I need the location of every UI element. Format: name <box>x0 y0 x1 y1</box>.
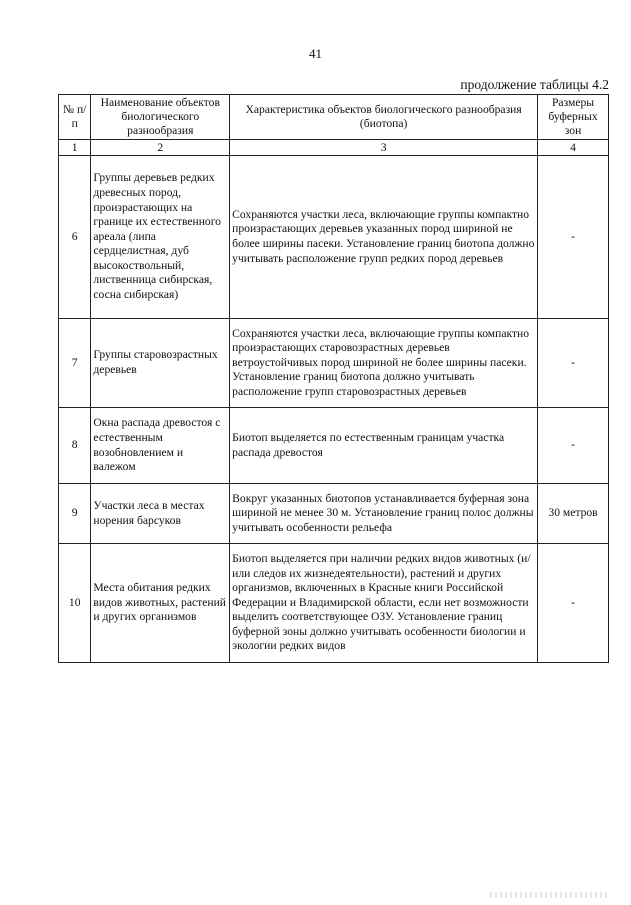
buffer-size: - <box>538 319 609 408</box>
object-characteristic: Биотоп выделяется при наличии редких видов животных (и/или следов их жизнедеятельности), растений и других организмов, включенных в Красные книги Российской Федерации и Владимирской области, если нет возможности выделить соответствующее ОЗУ. Установление границ буферной зоны должно учитывать особенности биологии и экологии редких видов <box>230 544 538 663</box>
table-row <box>59 319 609 408</box>
header-row <box>59 95 609 140</box>
column-number: 4 <box>538 140 609 156</box>
object-characteristic: Вокруг указанных биотопов устанавливается буферная зона шириной не менее 30 м. Установление границ полос должны учитывать особенности рельефа <box>230 484 538 544</box>
buffer-size: - <box>538 408 609 484</box>
table-caption: продолжение таблицы 4.2 <box>460 77 609 92</box>
column-number: 2 <box>91 140 230 156</box>
object-characteristic: Биотоп выделяется по естественным границам участка распада древостоя <box>230 408 538 484</box>
object-name: Группы старовозрастных деревьев <box>91 319 230 408</box>
column-number: 3 <box>230 140 538 156</box>
row-number: 8 <box>59 408 91 484</box>
page-number: 41 <box>309 46 322 61</box>
scan-artifact <box>490 892 610 898</box>
buffer-size: 30 метров <box>538 484 609 544</box>
buffer-size: - <box>538 544 609 663</box>
row-number: 6 <box>59 156 91 319</box>
column-number-row <box>59 140 609 156</box>
row-number: 10 <box>59 544 91 663</box>
table-row <box>59 544 609 663</box>
table-row <box>59 408 609 484</box>
object-characteristic: Сохраняются участки леса, включающие группы компактно произрастающих деревьев указанных пород шириной не более ширины пасеки. Установление границ биотопа должно учитывать расположение групп редких пород деревьев <box>230 156 538 319</box>
object-name: Группы деревьев редких древесных пород, произрастающих на границе их естественного ареала (липа сердцелистная, дуб высокоствольный, лиственница сибирская, сосна сибирская) <box>91 156 230 319</box>
object-name: Участки леса в местах норения барсуков <box>91 484 230 544</box>
object-name: Места обитания редких видов животных, растений и других организмов <box>91 544 230 663</box>
table-row <box>59 156 609 319</box>
header-characteristic: Характеристика объектов биологического разнообразия (биотопа) <box>230 95 538 140</box>
row-number: 9 <box>59 484 91 544</box>
header-num: № п/п <box>59 95 91 140</box>
buffer-size: - <box>538 156 609 319</box>
biodiversity-table <box>58 94 609 663</box>
header-name: Наименование объектов биологического разнообразия <box>91 95 230 140</box>
row-number: 7 <box>59 319 91 408</box>
object-name: Окна распада древостоя с естественным возобновлением и валежом <box>91 408 230 484</box>
column-number: 1 <box>59 140 91 156</box>
table-row <box>59 484 609 544</box>
object-characteristic: Сохраняются участки леса, включающие группы компактно произрастающих старовозрастных деревьев ветроустойчивых пород шириной не более ширины пасеки. Установление границ биотопа должно учитывать расположение групп старовозрастных деревьев <box>230 319 538 408</box>
header-buffer: Размеры буферных зон <box>538 95 609 140</box>
